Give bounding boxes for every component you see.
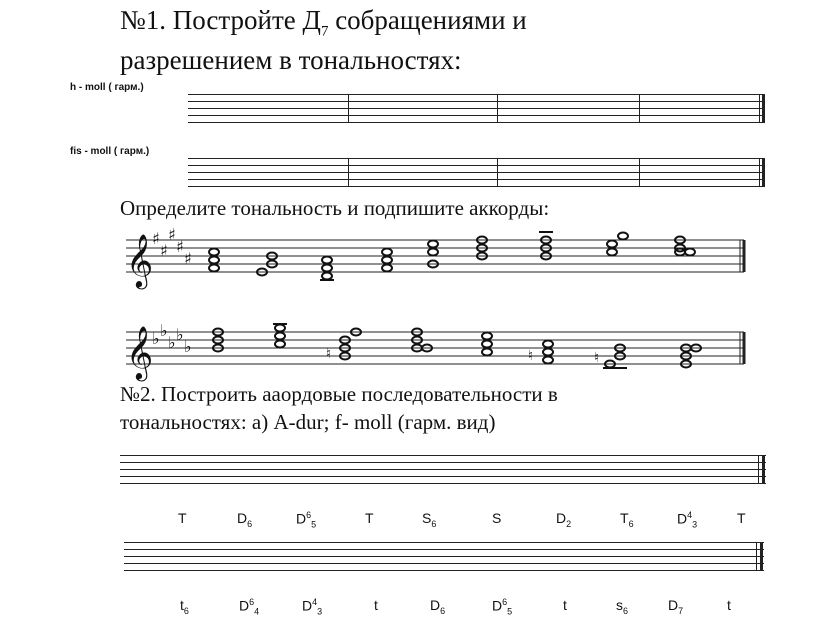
svg-text:♭: ♭ [176,325,184,344]
function-label: t [563,597,567,613]
svg-text:♭: ♭ [160,321,168,340]
task2-title-line1: №2. Построить ааордовые последовательности в [120,382,558,406]
function-label: $D^4_3$ [302,597,323,617]
function-label: $D^6_5$ [296,510,317,530]
function-label: $D_2$ [556,510,572,529]
function-label: $t_6$ [180,597,189,616]
function-label: $D^4_3$ [677,510,698,530]
staff-fis-moll [188,158,765,188]
svg-text:♭: ♭ [184,337,192,356]
staff-f-moll [124,542,764,574]
function-label: t [374,597,378,613]
function-label: $s_6$ [616,597,629,616]
function-label: $T_6$ [620,510,634,529]
staff-a-dur [120,455,766,487]
function-label: T [737,510,746,526]
svg-text:♮: ♮ [594,350,600,366]
function-label: t [727,597,731,613]
treble-clef-icon [126,233,153,289]
svg-text:♯: ♯ [168,225,176,244]
task1-title-line2: разрешением в тональностях: [120,45,462,75]
function-label: S [492,510,502,526]
svg-text:𝄞: 𝄞 [126,325,154,379]
function-label: $D_6$ [237,510,253,529]
sharp-icon [152,225,192,268]
svg-text:♮: ♮ [528,348,534,364]
function-label: T [178,510,187,526]
treble-clef-icon [126,325,153,381]
svg-text:♯: ♯ [176,237,184,256]
chord-staff-sharps [120,222,750,292]
svg-text:♭: ♭ [168,333,176,352]
task2-title-line2: тональностях: а) A-dur; f- moll (гарм. вид) [120,410,496,434]
function-label: T [365,510,374,526]
flat-icon [152,321,192,356]
task1-title [120,4,527,47]
svg-text:♯: ♯ [152,229,160,248]
task1-title-sub: 7 [320,23,329,40]
svg-text:𝄞: 𝄞 [126,233,154,287]
function-label: $D^6_5$ [492,597,513,617]
instruction-text: Определите тональность и подпишите аккорды: [120,196,550,220]
key-label-fis-moll: fis - moll ( гарм.) [70,146,150,157]
staff-h-moll [188,94,765,124]
function-label: $D_7$ [668,597,684,616]
key-label-h-moll: h - moll ( гарм.) [70,82,144,93]
task1-title-prefix: №1. Постройте Д [120,5,321,35]
function-label: $S_6$ [422,510,437,529]
svg-text:♯: ♯ [184,249,192,268]
function-label: $D_6$ [430,597,446,616]
chord-staff-flats [120,314,750,384]
function-label: $D^6_4$ [239,597,260,617]
svg-text:♮: ♮ [326,346,332,362]
svg-text:♯: ♯ [160,241,168,260]
task1-title-suffix: собращениями и [328,5,527,35]
svg-text:♭: ♭ [152,329,160,348]
